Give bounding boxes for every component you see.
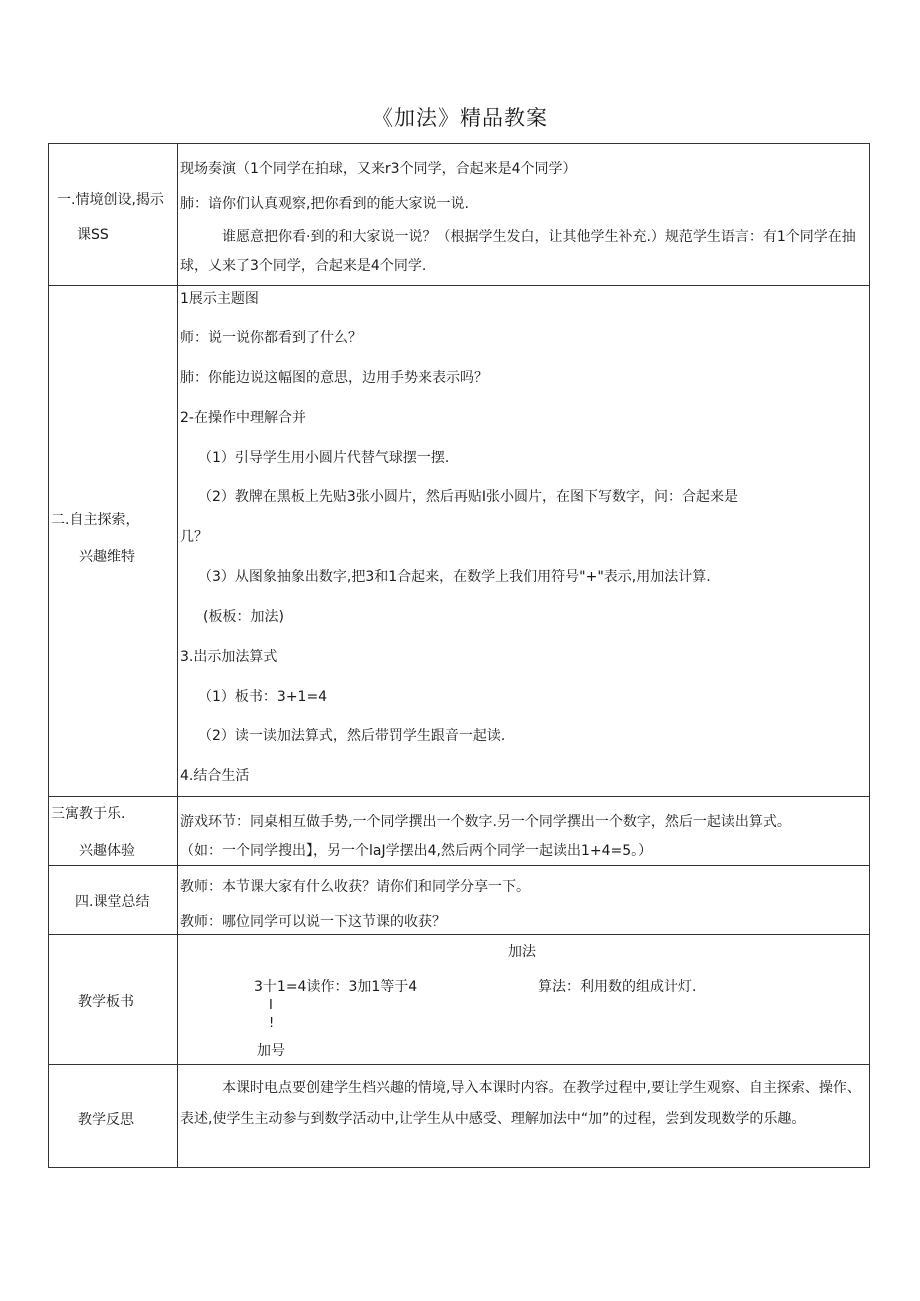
section-label-cell xyxy=(49,1065,178,1168)
section-content-cell xyxy=(178,286,870,797)
blackboard-cell xyxy=(178,935,870,1065)
content-line: 师：说一说你都看到了什么？ xyxy=(180,330,362,346)
table-row xyxy=(49,286,870,797)
content-line: 教师：哪位同学可以说一下这节课的收获？ xyxy=(180,914,446,930)
table-row xyxy=(49,935,870,1065)
board-plus-label: 加号 xyxy=(257,1043,285,1059)
section-label: 兴趣体验 xyxy=(79,843,135,859)
section-content-cell xyxy=(178,1065,870,1168)
page-title: 《加法》精品教案 xyxy=(372,106,548,130)
section-content-cell xyxy=(178,144,870,286)
table-row xyxy=(49,797,870,866)
table-row xyxy=(49,1065,870,1168)
content-line: 几？ xyxy=(180,529,208,545)
section-label: 课SS xyxy=(77,227,109,243)
board-method: 算法：利用数的组成计灯. xyxy=(538,979,697,995)
board-mark: ! xyxy=(269,1016,275,1031)
content-line: （1）引导学生用小圆片代替气球摆一摆. xyxy=(198,450,450,466)
section-label: 四.课堂总结 xyxy=(75,894,150,910)
section-content-cell xyxy=(178,797,870,866)
content-line: 肺：你能边说这幅图的意思，边用手势来表示吗？ xyxy=(180,370,488,386)
content-line: 1展示主题图 xyxy=(180,291,259,307)
content-line: 游戏环节：同桌相互做手势,一个同学撰出一个数字.另一个同学撰出一个数字，然后一起读出算式。 xyxy=(180,814,791,830)
content-line: 4.结合生活 xyxy=(180,768,250,784)
content-line: （如：一个同学搜出】，另一个laJ学摆出4,然后两个同学一起读出1+4=5。） xyxy=(180,843,653,859)
content-line: （1）板书：3+1=4 xyxy=(198,689,328,705)
section-content-cell xyxy=(178,866,870,935)
section-label: 一.情境创设,揭示 xyxy=(57,192,164,208)
section-label-cell xyxy=(49,286,178,797)
content-line: 教师：本节课大家有什么收获？请你们和同学分享一下。 xyxy=(180,879,530,895)
board-heading: 加法 xyxy=(508,944,536,960)
content-line: 现场奏演（1个同学在拍球，又来r3个同学，合起来是4个同学） xyxy=(180,161,577,177)
section-label-cell xyxy=(49,797,178,866)
section-label: 教学板书 xyxy=(78,994,134,1010)
board-equation: 3十1=4读作：3加1等于4 xyxy=(254,979,418,995)
content-line: （2）教牌在黑板上先贴3张小圆片，然后再贴I张小圆片，在图下写数字，问：合起来是 xyxy=(198,489,738,505)
content-line: 3.岀示加法算式 xyxy=(180,649,278,665)
section-label: 二.自主探索， xyxy=(51,512,140,528)
section-label: 兴趣维特 xyxy=(79,549,135,565)
lesson-plan-table xyxy=(48,143,870,1168)
board-mark: I xyxy=(269,998,273,1013)
section-label-cell xyxy=(49,935,178,1065)
content-line: （3）从图象抽象出数字,把3和1合起来，在数学上我们用符号"+"表示,用加法计算. xyxy=(198,569,711,585)
content-paragraph: 本课时电点要创建学生档兴趣的情境,导入本课时内容。在教学过程中,要让学生观察、自主探索、操作、表述,使学生主动参与到数学活动中,让学生从中感受、理解加法中“加”的过程，尝到发现数学的乐趣。 xyxy=(180,1080,861,1127)
table-row xyxy=(49,866,870,935)
content-line: (板板：加法) xyxy=(203,609,284,625)
content-line: （2）读一读加法算式，然后带罚学生跟音一起读. xyxy=(198,728,506,744)
table-row xyxy=(49,144,870,286)
content-paragraph: 谁愿意把你看·到的和大家说一说？（根据学生发白，让其他学生补充.）规范学生语言：有1个同学在抽球，乂来了3个同学，合起来是4个同学. xyxy=(180,229,856,274)
section-label-cell xyxy=(49,866,178,935)
section-label-cell xyxy=(49,144,178,286)
content-line: 2-在操作中理解合并 xyxy=(180,410,306,426)
section-label: 教学反思 xyxy=(78,1112,134,1128)
content-line: 肺：谙你们认真观察,把你看到的能大家说一说. xyxy=(180,196,469,212)
section-label: 三寓教于乐. xyxy=(51,806,126,822)
